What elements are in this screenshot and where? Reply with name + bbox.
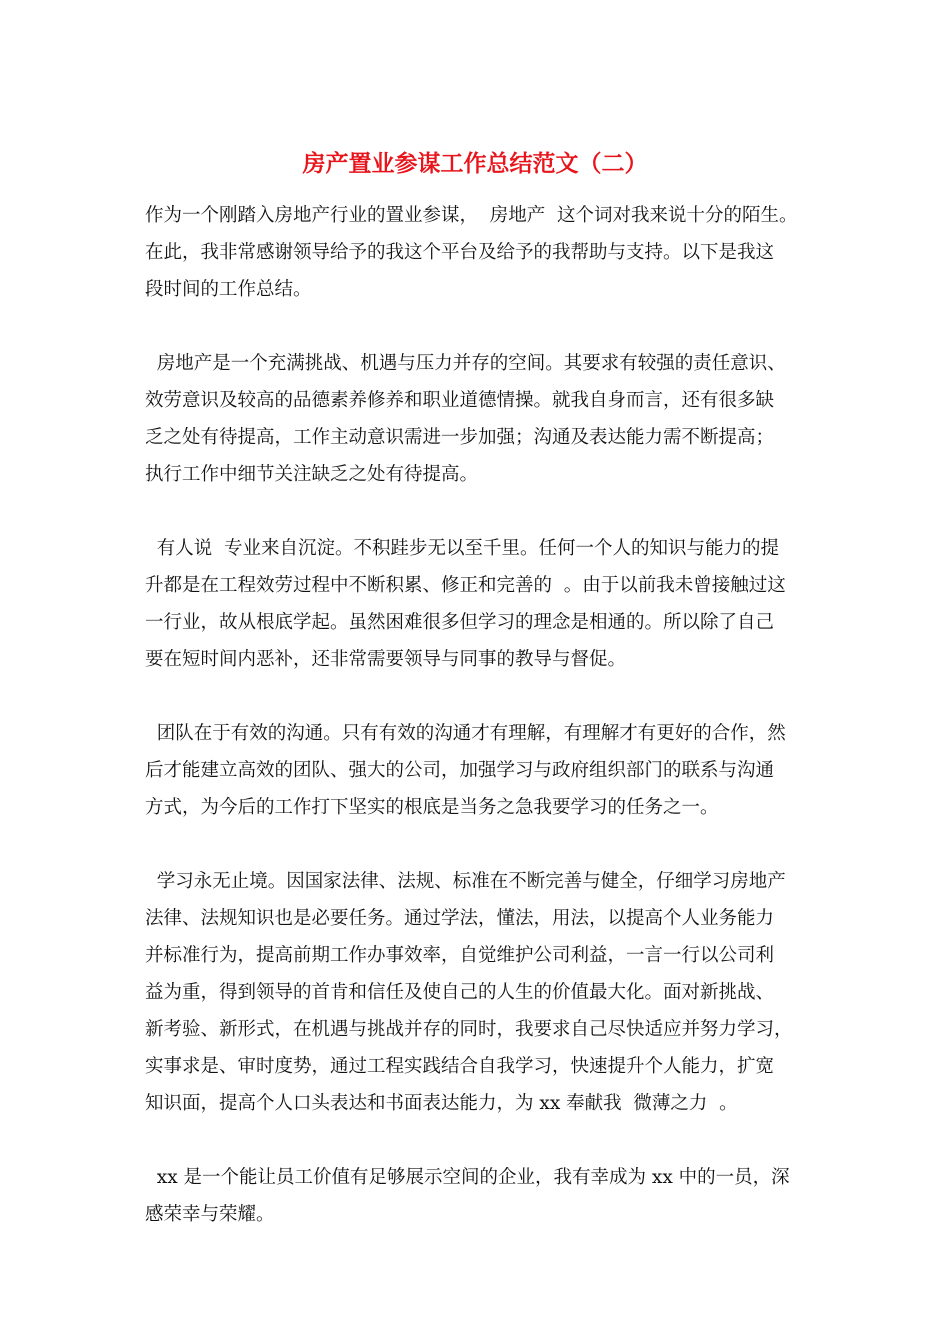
text-line: 执行工作中细节关注缺乏之处有待提高。 [145, 464, 479, 485]
document-title: 房产置业参谋工作总结范文（二） [302, 150, 648, 177]
text-line: xx 是一个能让员工价值有足够展示空间的企业，我有幸成为 xx 中的一员，深 [145, 1167, 790, 1188]
text-line: 升都是在工程效劳过程中不断积累、修正和完善的 。由于以前我未曾接触过这 [145, 575, 786, 596]
text-line: 一行业，故从根底学起。虽然困难很多但学习的理念是相通的。所以除了自己 [145, 612, 775, 633]
text-line: 学习永无止境。因国家法律、法规、标准在不断完善与健全，仔细学习房地产 [145, 871, 786, 892]
paragraph [145, 530, 805, 678]
text-line: 作为一个刚踏入房地产行业的置业参谋， 房地产 这个词对我来说十分的陌生。 [145, 205, 798, 226]
text-line: 效劳意识及较高的品德素养修养和职业道德情操。就我自身而言，还有很多缺 [145, 390, 775, 411]
text-line: 实事求是、审时度势，通过工程实践结合自我学习，快速提升个人能力，扩宽 [145, 1056, 775, 1077]
document-body [145, 197, 805, 1270]
paragraph [145, 197, 805, 308]
text-line: 后才能建立高效的团队、强大的公司，加强学习与政府组织部门的联系与沟通 [145, 760, 775, 781]
text-line: 感荣幸与荣耀。 [145, 1204, 275, 1225]
text-line: 法律、法规知识也是必要任务。通过学法，懂法，用法，以提高个人业务能力 [145, 908, 775, 929]
text-line: 知识面，提高个人口头表达和书面表达能力，为 xx 奉献我 微薄之力 。 [145, 1093, 738, 1114]
text-line: 新考验、新形式，在机遇与挑战并存的同时，我要求自己尽快适应并努力学习， [145, 1019, 793, 1040]
text-line: 益为重，得到领导的首肯和信任及使自己的人生的价值最大化。面对新挑战、 [145, 982, 775, 1003]
text-line: 房地产是一个充满挑战、机遇与压力并存的空间。其要求有较强的责任意识、 [145, 353, 786, 374]
text-line: 在此，我非常感谢领导给予的我这个平台及给予的我帮助与支持。以下是我这 [145, 242, 775, 263]
text-line: 方式，为今后的工作打下坚实的根底是当务之急我要学习的任务之一。 [145, 797, 719, 818]
text-line: 乏之处有待提高，工作主动意识需进一步加强；沟通及表达能力需不断提高； [145, 427, 775, 448]
paragraph [145, 1159, 805, 1233]
text-line: 段时间的工作总结。 [145, 279, 312, 300]
paragraph [145, 863, 805, 1122]
paragraph [145, 345, 805, 493]
text-line: 团队在于有效的沟通。只有有效的沟通才有理解，有理解才有更好的合作，然 [145, 723, 786, 744]
text-line: 并标准行为，提高前期工作办事效率，自觉维护公司利益，一言一行以公司利 [145, 945, 775, 966]
text-line: 要在短时间内恶补，还非常需要领导与同事的教导与督促。 [145, 649, 627, 670]
paragraph [145, 715, 805, 826]
text-line: 有人说 专业来自沉淀。不积跬步无以至千里。任何一个人的知识与能力的提 [145, 538, 780, 559]
